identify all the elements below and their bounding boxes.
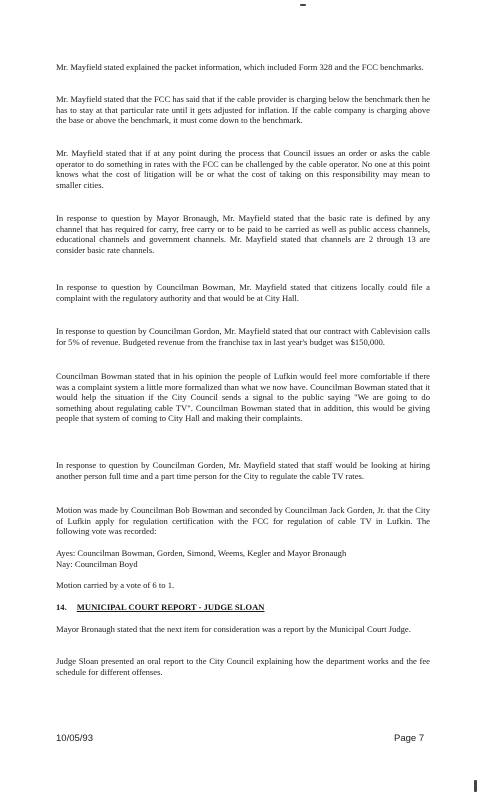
paragraph-fcc-benchmark: Mr. Mayfield stated that the FCC has said that if the cable provider is charging below the benchmark then he has to stay at that particular rate until it gets adjusted for inflation. If the cable company is charging above the base or above the benchmark, it must come down to the benchmark. (56, 94, 430, 126)
paragraph-packet-info: Mr. Mayfield stated explained the packet information, which included Form 328 and the FCC benchmarks. (56, 62, 424, 72)
paragraph-litigation: Mr. Mayfield stated that if at any point during the process that Council issues an order or asks the cable operator to do something in rates with the FCC can be challenged by the cable operator. No one at this point knows what the cost of litigation will be or what the cost of taking on this responsibility may mean to smaller cities. (56, 148, 430, 190)
paragraph-vote-record: Ayes: Councilman Bowman, Gorden, Simond, Weems, Kegler and Mayor Bronaugh Nay: Councilman Boyd (56, 548, 347, 569)
paragraph-bowman-opinion: Councilman Bowman stated that in his opinion the people of Lufkin would feel more comfortable if there was a complaint system a little more formalized than what we now have. Councilman Bowman stated that it would help the situation if the City Council sends a signal to the public saying "We are going to do something about regulating cable TV". Councilman Bowman stated that in addition, this would be giving people that system of coming to City Hall and making their complaints. (56, 371, 430, 424)
paragraph-complaints: In response to question by Councilman Bowman, Mr. Mayfield stated that citizens locally could file a complaint with the regulatory authority and that would be at City Hall. (56, 282, 430, 303)
paragraph-motion: Motion was made by Councilman Bob Bowman and seconded by Councilman Jack Gorden, Jr. that the City of Lufkin apply for regulation certification with the FCC for regulation of cable TV in Lufkin. The following vote was recorded: (56, 505, 430, 537)
paragraph-motion-carried: Motion carried by a vote of 6 to 1. (56, 580, 175, 590)
paragraph-basic-rate: In response to question by Mayor Bronaugh, Mr. Mayfield stated that the basic rate is defined by any channel that has required for carry, free carry or to be paid to be carried as well as public access channels, educational channels and government channels. Mr. Mayfield stated that channels are 2 through 13 are consider basic rate channels. (56, 213, 430, 255)
footer-page-number: Page 7 (394, 733, 425, 744)
paragraph-franchise-revenue: In response to question by Councilman Gordon, Mr. Mayfield stated that our contract with Cablevision calls for 5% of revenue. Budgeted revenue from the franchise tax in last year's budget was $150,000. (56, 326, 430, 347)
scan-artifact (474, 780, 477, 792)
section-number: 14. (56, 602, 67, 612)
paragraph-oral-report: Judge Sloan presented an oral report to the City Council explaining how the department works and the fee schedule for different offenses. (56, 656, 430, 677)
section-heading (56, 602, 430, 613)
section-title: MUNICIPAL COURT REPORT - JUDGE SLOAN (76, 602, 265, 612)
scan-artifact (300, 4, 306, 6)
paragraph-staffing: In response to question by Councilman Gorden, Mr. Mayfield stated that staff would be looking at hiring another person full time and a part time person for the City to regulate the cable TV rates. (56, 460, 430, 481)
paragraph-next-item: Mayor Bronaugh stated that the next item for consideration was a report by the Municipal Court Judge. (56, 624, 411, 634)
footer-date: 10/05/93 (56, 733, 93, 744)
